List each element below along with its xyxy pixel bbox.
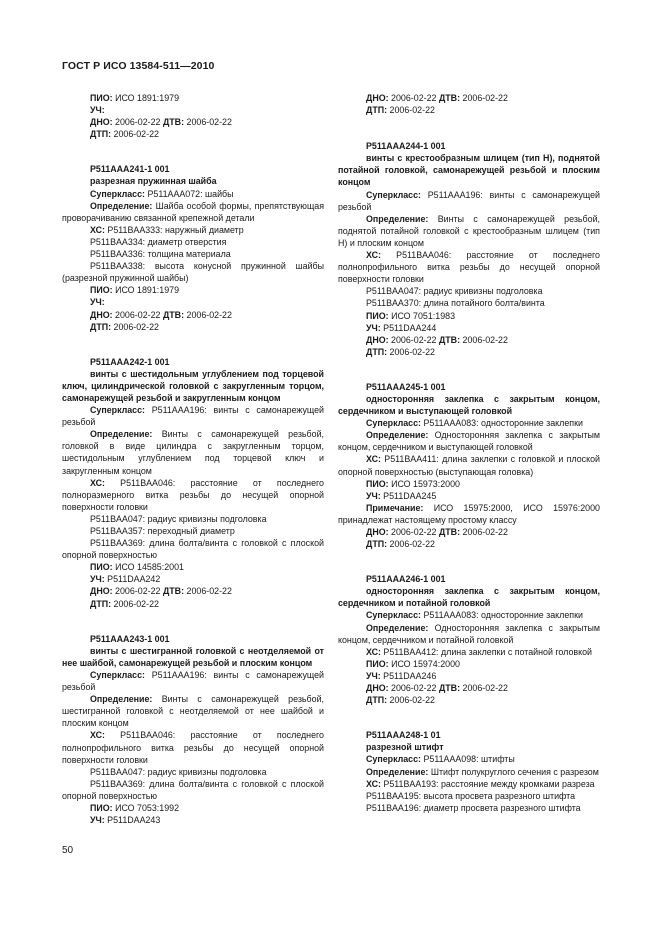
- right-column: [338, 92, 600, 837]
- entry-code: P511AAA246-1 001: [366, 574, 446, 585]
- dtp-line: ДТП: 2006-02-22: [90, 321, 159, 332]
- dtp-line: ДТП: 2006-02-22: [366, 105, 435, 116]
- property-line: P511BAA047: радиус кривизны подголовка: [90, 766, 267, 777]
- property-line: P511BAA047: радиус кривизны подголовка: [366, 286, 543, 297]
- entry-title: односторонняя заклепка с закрытым концом, сердечником и потайной головкой: [338, 586, 600, 609]
- entry-p511aaa248: [338, 729, 600, 814]
- definition-line: Определение: Винты с самонарежущей резьбой, шестигранной головкой с неотделяемой от нее шайбой и плоским концом: [62, 694, 324, 729]
- superclass-line: Суперкласс: P511AAA196: винты с самонарежущей резьбой: [338, 189, 600, 212]
- property-line: P511BAA047: радиус кривизны подголовка: [90, 513, 267, 524]
- dtp-line: ДТП: 2006-02-22: [366, 695, 435, 706]
- entry-title: винты с шестигранной головкой с неотделяемой от нее шайбой, самонарежущей резьбой и плоским концом: [62, 645, 324, 668]
- pio-line: ПИО: ИСО 7053:1992: [90, 802, 180, 813]
- entry-code: P511AAA242-1 001: [90, 356, 170, 367]
- pio-line: ПИО: ИСО 15973:2000: [366, 478, 460, 489]
- dtp-line: ДТП: 2006-02-22: [366, 346, 435, 357]
- property-line: P511BAA196: диаметр просвета разрезного штифта: [366, 802, 581, 813]
- superclass-line: Суперкласс: P511AAA083: односторонние заклепки: [366, 418, 583, 429]
- entry-code: P511AAA243-1 001: [90, 633, 170, 644]
- definition-line: Определение: Винты с самонарежущей резьбой, головкой в виде цилиндра с закругленным торцом, шестидольным углублением под торцевой ключ и закругленным концом: [62, 429, 324, 476]
- left-column: [62, 92, 324, 849]
- entry-continued: [338, 92, 600, 116]
- superclass-line: Суперкласс: P511AAA196: винты с самонарежущей резьбой: [62, 669, 324, 693]
- entry-p511aaa244: [338, 140, 600, 358]
- pio-line: ПИО: ИСО 1891:1979: [90, 285, 180, 296]
- superclass-line: Суперкласс: P511AAA072: шайбы: [90, 188, 234, 199]
- property-line: P511BAA357: переходный диаметр: [90, 526, 235, 536]
- uch-line: УЧ: P511DAA245: [366, 490, 437, 501]
- uch-line: УЧ: P511DAA246: [366, 670, 437, 681]
- dates-line: ДНО: 2006-02-22 ДТВ: 2006-02-22: [366, 334, 508, 345]
- entry-p511aaa242: [62, 356, 324, 610]
- property-line: P511BAA369: длина болта/винта с головкой с плоской опорной поверхностью: [62, 778, 324, 801]
- entry-code: P511AAA245-1 001: [366, 381, 446, 392]
- definition-line: Определение: Шайба особой формы, препятствующая проворачиванию связанной крепежной детали: [62, 200, 324, 223]
- definition-line: Определение: Штифт полукруглого сечения с разрезом: [366, 766, 599, 777]
- superclass-line: Суперкласс: P511AAA083: односторонние заклепки: [366, 610, 583, 621]
- pio-line: ПИО: ИСО 15974:2000: [366, 658, 460, 669]
- definition-line: Определение: Винты с самонарежущей резьбой, поднятой потайной головкой с крестообразным шлицем (тип H) и плоским концом: [338, 213, 600, 248]
- dates-line: ДНО: 2006-02-22 ДТВ: 2006-02-22: [366, 683, 508, 694]
- entry-title: разрезной штифт: [366, 742, 444, 753]
- dtp-line: ДТП: 2006-02-22: [90, 598, 159, 609]
- entry-title: винты с шестидольным углублением под торцевой ключ, цилиндрической головкой с закругленным торцом, самонарежущей резьбой и закругленным концом: [62, 368, 324, 403]
- entry-title: винты с крестообразным шлицем (тип H), поднятой потайной головкой, самонарежущей резьбой и плоским концом: [338, 153, 600, 188]
- property-line: P511BAA338: высота конусной пружинной шайбы (разрезной пружинной шайбы): [62, 261, 324, 284]
- xc-line: ХС: P511BAA411: длина заклепки с головкой и плоской опорной поверхностью (выступающая головка): [338, 454, 600, 477]
- pio-line: ПИО: ИСО 1891:1979: [90, 93, 180, 103]
- xc-line: ХС: P511BAA046: расстояние от последнего полнопрофильного витка резьбы до несущей опорной поверхности головки: [62, 730, 324, 765]
- dtp-line: ДТП: 2006-02-22: [90, 129, 159, 140]
- entry-title: односторонняя заклепка с закрытым концом, сердечником и выступающей головкой: [338, 393, 600, 417]
- dates-line: ДНО: 2006-02-22 ДТВ: 2006-02-22: [366, 93, 508, 103]
- dates-line: ДНО: 2006-02-22 ДТВ: 2006-02-22: [90, 117, 232, 128]
- entry-code: P511AAA244-1 001: [366, 141, 446, 152]
- entry-title: разрезная пружинная шайба: [90, 176, 217, 187]
- pio-line: ПИО: ИСО 7051:1983: [366, 310, 456, 321]
- entry-p511aaa245: [338, 381, 600, 550]
- uch-line: УЧ: P511DAA244: [366, 322, 437, 333]
- xc-line: ХС: P511BAA046: расстояние от последнего полнопрофильного витка резьбы до несущей опорной поверхности головки: [338, 250, 600, 285]
- entry-p511aaa241: [62, 163, 324, 332]
- entry-p511aaa246: [338, 573, 600, 706]
- property-line: P511BAA370: длина потайного болта/винта: [366, 298, 545, 309]
- property-line: P511BAA195: высота просвета разрезного штифта: [366, 790, 576, 801]
- pio-line: ПИО: ИСО 14585:2001: [90, 562, 184, 573]
- property-line: P511BAA334: диаметр отверстия: [90, 236, 227, 247]
- uch-line: УЧ:: [90, 105, 105, 116]
- dates-line: ДНО: 2006-02-22 ДТВ: 2006-02-22: [90, 309, 232, 320]
- uch-line: УЧ: P511DAA242: [90, 574, 161, 585]
- xc-line: ХС: P511BAA046: расстояние от последнего полноразмерного витка резьбы до несущей опорной поверхности головки: [62, 477, 324, 512]
- dates-line: ДНО: 2006-02-22 ДТВ: 2006-02-22: [90, 586, 232, 597]
- definition-line: Определение: Односторонняя заклепка с закрытым концом, сердечником и потайной головкой: [338, 622, 600, 645]
- uch-line: УЧ:: [90, 297, 105, 308]
- xc-line: ХС: P511BAA333: наружный диаметр: [90, 224, 244, 235]
- note-line: Примечание: ИСО 15975:2000, ИСО 15976:2000 принадлежат настоящему простому классу: [338, 502, 600, 525]
- page-number: 50: [62, 845, 74, 856]
- superclass-line: Суперкласс: P511AAA196: винты с самонарежущей резьбой: [62, 405, 324, 428]
- entry-continued: [62, 92, 324, 140]
- definition-line: Определение: Односторонняя заклепка с закрытым концом, сердечником и выступающей головкой: [338, 430, 600, 453]
- entry-code: P511AAA241-1 001: [90, 164, 170, 175]
- dates-line: ДНО: 2006-02-22 ДТВ: 2006-02-22: [366, 527, 508, 537]
- property-line: P511BAA369: длина болта/винта с головкой с плоской опорной поверхностью: [62, 538, 324, 561]
- entry-p511aaa243: [62, 633, 324, 827]
- uch-line: УЧ: P511DAA243: [90, 815, 161, 826]
- xc-line: ХС: P511BAA412: длина заклепки с потайной головкой: [366, 646, 592, 657]
- superclass-line: Суперкласс: P511AAA098: штифты: [366, 754, 515, 765]
- property-line: P511BAA336: толщина материала: [90, 249, 231, 260]
- xc-line: ХС: P511BAA193: расстояние между кромками разреза: [366, 778, 595, 789]
- dtp-line: ДТП: 2006-02-22: [366, 539, 435, 550]
- entry-code: P511AAA248-1 01: [366, 730, 441, 741]
- document-header: ГОСТ Р ИСО 13584-511—2010: [62, 60, 215, 72]
